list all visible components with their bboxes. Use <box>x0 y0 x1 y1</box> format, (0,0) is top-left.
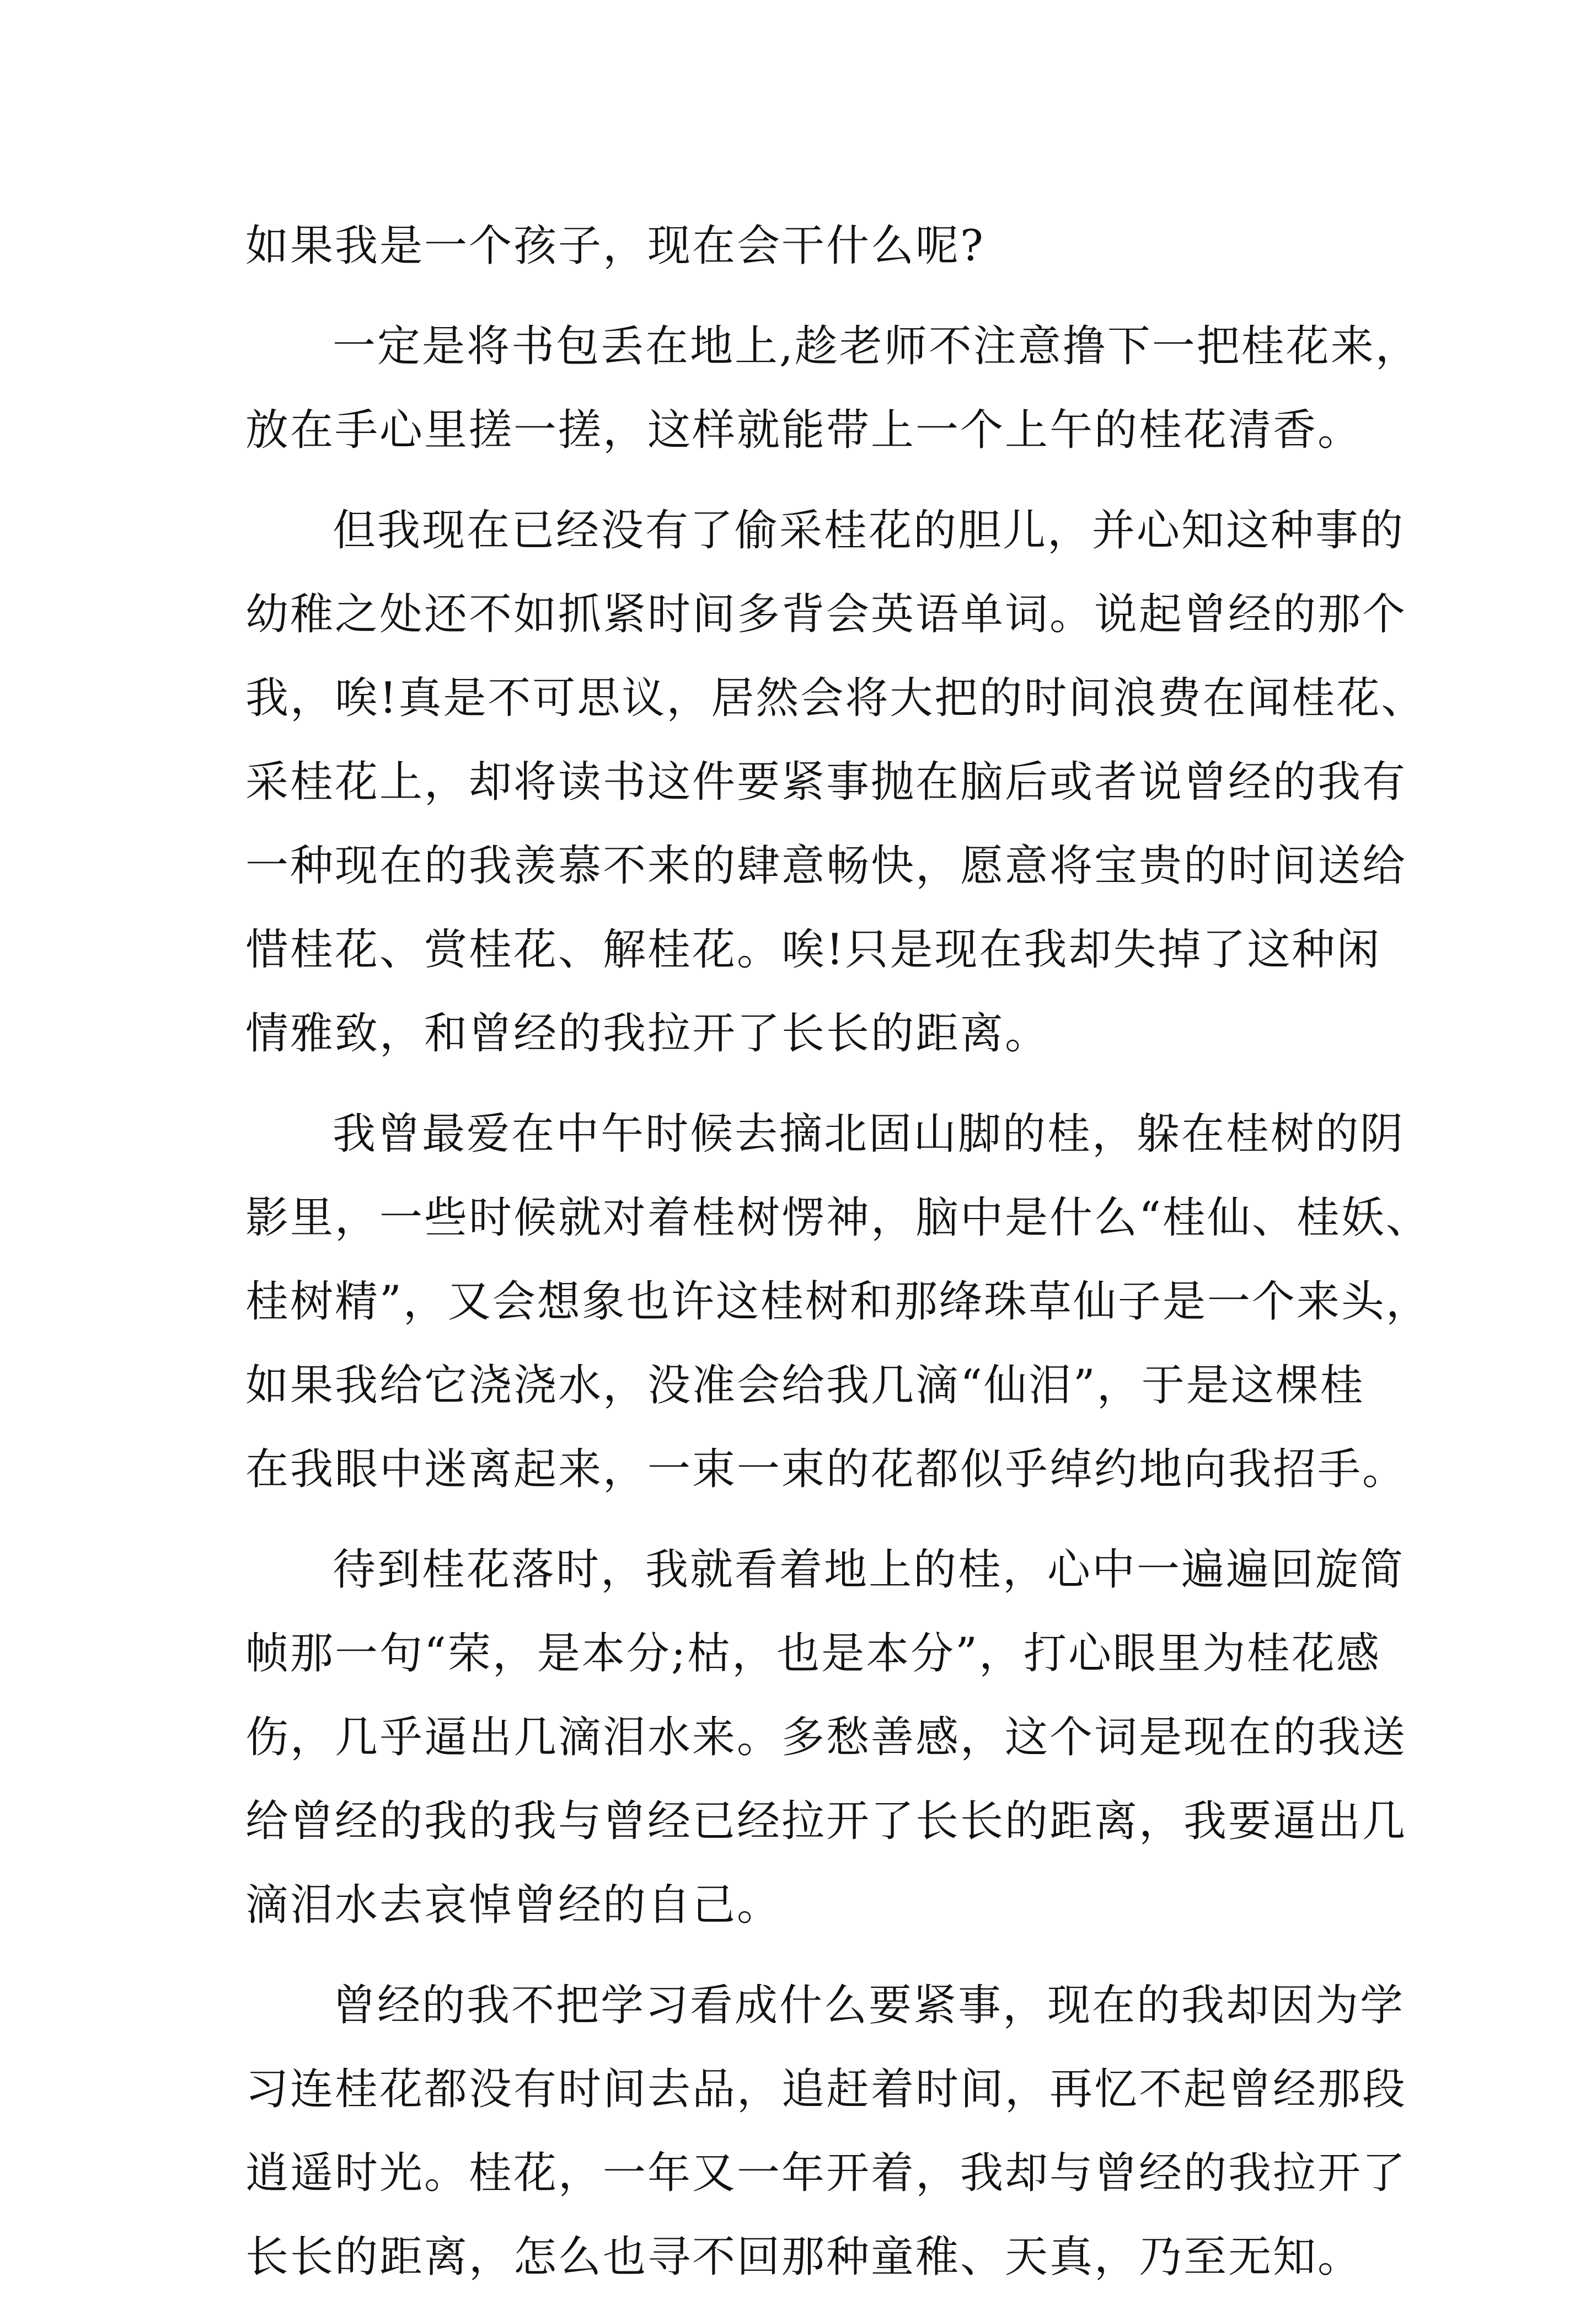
paragraph <box>245 204 1376 288</box>
paragraph <box>245 1528 1407 1947</box>
text-line: 采桂花上，却将读书这件要紧事抛在脑后或者说曾经的我有 <box>245 757 1407 807</box>
paragraph <box>245 1092 1431 1511</box>
text-line: 习连桂花都没有时间去品，追赶着时间，再忆不起曾经那段 <box>245 2065 1407 2114</box>
text-line: 放在手心里搓一搓，这样就能带上一个上午的桂花清香。 <box>245 405 1363 455</box>
text-line: 帧那一句“荣，是本分;枯，也是本分”，打心眼里为桂花感 <box>245 1629 1381 1678</box>
text-line: 桂树精”，又会想象也许这桂树和那绛珠草仙子是一个来头， <box>245 1277 1431 1327</box>
text-line: 如果我是一个孩子，现在会干什么呢? <box>245 221 985 271</box>
text-line: 影里，一些时候就对着桂树愣神，脑中是什么“桂仙、桂妖、 <box>245 1193 1431 1243</box>
text-line: 给曾经的我的我与曾经已经拉开了长长的距离，我要逼出几 <box>245 1797 1407 1846</box>
essay-body <box>245 204 1431 2299</box>
text-line: 如果我给它浇浇水，没准会给我几滴“仙泪”，于是这棵桂 <box>245 1361 1365 1410</box>
paragraph <box>245 489 1426 1076</box>
text-line: 待到桂花落时，我就看着地上的桂，心中一遍遍回旋简 <box>333 1545 1405 1595</box>
text-line: 在我眼中迷离起来，一束一束的花都似乎绰约地向我招手。 <box>245 1445 1407 1494</box>
text-line: 一定是将书包丢在地上,趁老师不注意撸下一把桂花来， <box>333 322 1420 371</box>
text-line: 长长的距离，怎么也寻不回那种童稚、天真，乃至无知。 <box>245 2232 1363 2282</box>
paragraph <box>245 304 1420 472</box>
text-line: 滴泪水去哀悼曾经的自己。 <box>245 1880 782 1930</box>
text-line: 一种现在的我羡慕不来的肆意畅快，愿意将宝贵的时间送给 <box>245 841 1407 891</box>
text-line: 但我现在已经没有了偷采桂花的胆儿，并心知这种事的 <box>333 506 1405 555</box>
text-line: 伤，几乎逼出几滴泪水来。多愁善感，这个词是现在的我送 <box>245 1713 1407 1762</box>
text-line: 曾经的我不把学习看成什么要紧事，现在的我却因为学 <box>333 1981 1405 2030</box>
text-line: 幼稚之处还不如抓紧时间多背会英语单词。说起曾经的那个 <box>245 590 1407 639</box>
text-line: 我曾最爱在中午时候去摘北固山脚的桂，躲在桂树的阴 <box>333 1109 1405 1159</box>
text-line: 逍遥时光。桂花，一年又一年开着，我却与曾经的我拉开了 <box>245 2148 1407 2198</box>
text-line: 我，唉!真是不可思议，居然会将大把的时间浪费在闻桂花、 <box>245 673 1426 723</box>
text-line: 惜桂花、赏桂花、解桂花。唉!只是现在我却失掉了这种闲 <box>245 925 1381 975</box>
paragraph <box>245 1964 1407 2299</box>
text-line: 情雅致，和曾经的我拉开了长长的距离。 <box>245 1009 1050 1058</box>
